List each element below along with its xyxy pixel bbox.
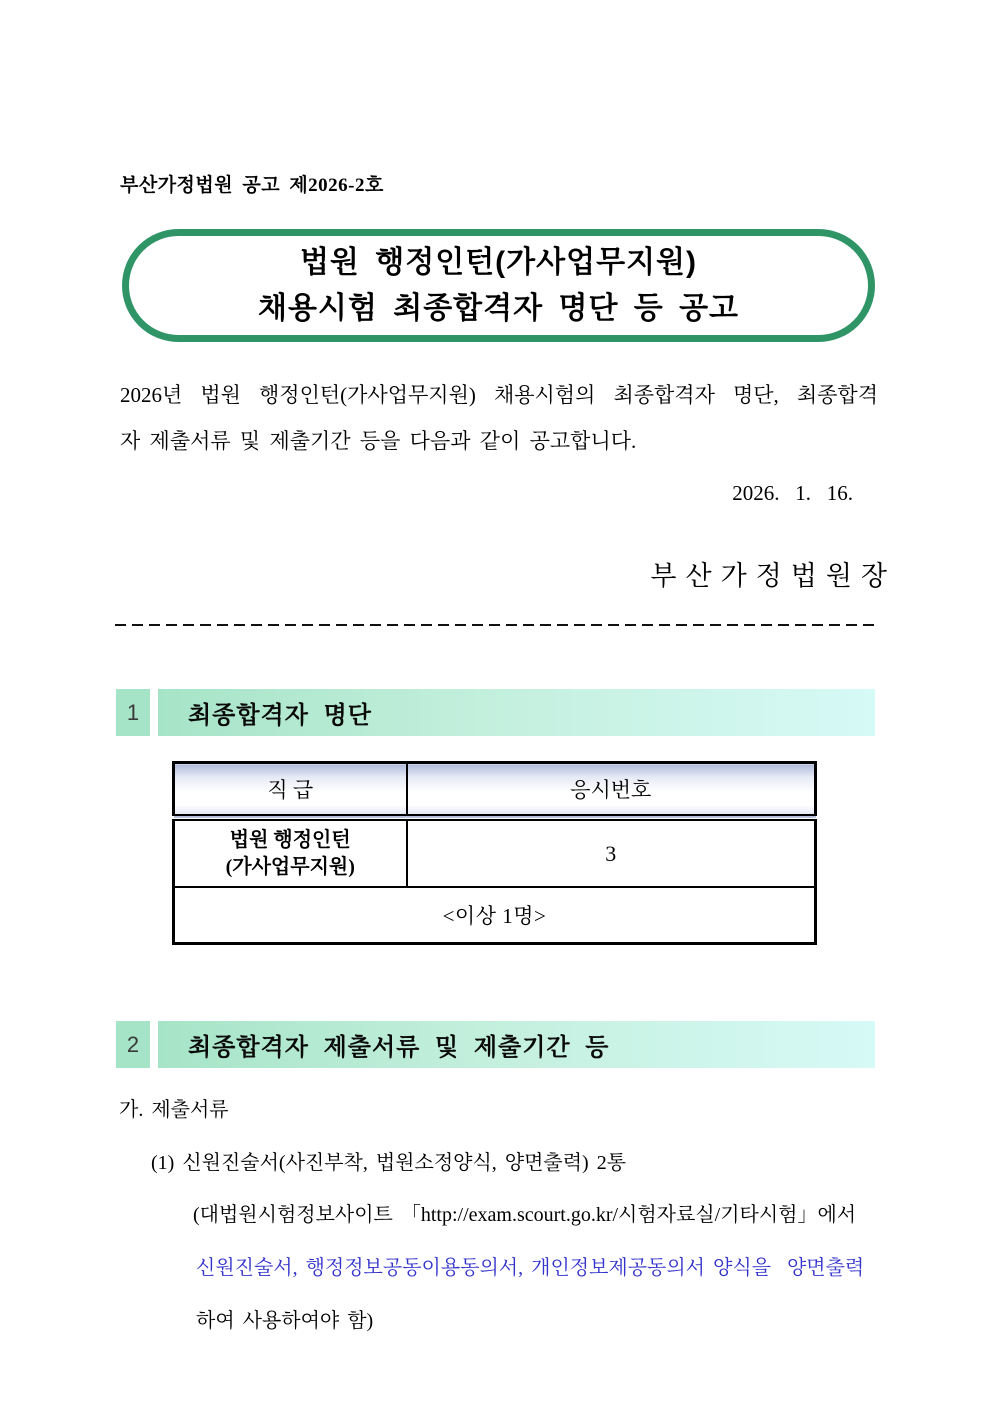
intro-line-1: 2026년 법원 행정인턴(가사업무지원) 채용시험의 최종합격자 명단, 최종합격 [120,383,878,407]
table-footer-row [174,887,816,944]
final-pass-table [172,761,817,945]
announcement-date: 2026. 1. 16. [732,481,853,505]
section-1-number-chip [116,689,150,736]
position-line-1: 법원 행정인턴 [229,828,351,851]
title-line-2: 채용시험 최종합격자 명단 등 공고 [257,291,740,325]
section-1-number: 1 [126,699,140,725]
submit-docs-item-1-note-line-1: (대법원시험정보사이트 「http://exam.scourt.go.kr/시험자료실/기타시험」에서 [193,1204,857,1226]
position-line-2: (가사업무지원) [225,855,355,878]
dashed-divider [115,624,877,626]
notice-number: 부산가정법원 공고 제2026-2호 [120,175,384,196]
table-header-applicant-number: 응시번호 [407,763,816,818]
submit-docs-item-1-note-line-2-emphasis: 신원진술서, 행정정보공동이용동의서, 개인정보제공동의서 양식을 양면출력 [196,1257,865,1279]
table-header-position: 직 급 [174,763,407,818]
intro-line-2: 자 제출서류 및 제출기간 등을 다음과 같이 공고합니다. [120,429,637,453]
signer-title: 부산가정법원장 [650,561,896,591]
section-1-title: 최종합격자 명단 [188,702,372,729]
submit-docs-heading: 가. 제출서류 [119,1099,229,1121]
title-box [122,229,875,342]
section-2-title: 최종합격자 제출서류 및 제출기간 등 [188,1034,610,1061]
section-1-header-bar [158,689,875,736]
cell-total-count: <이상 1명> [174,887,816,944]
submit-docs-item-1-note-line-3: 하여 사용하여야 함) [196,1310,374,1332]
table-row [174,818,816,888]
cell-position [174,818,407,888]
section-2-number: 2 [126,1031,140,1057]
title-line-1: 법원 행정인턴(가사업무지원) [299,245,698,279]
intro-paragraph [120,372,878,464]
section-2-number-chip [116,1021,150,1068]
table-header-row [174,763,816,818]
section-2-header-bar [158,1021,875,1068]
submit-docs-item-1: (1) 신원진술서(사진부착, 법원소정양식, 양면출력) 2통 [151,1152,627,1174]
cell-applicant-number: 3 [407,818,816,888]
